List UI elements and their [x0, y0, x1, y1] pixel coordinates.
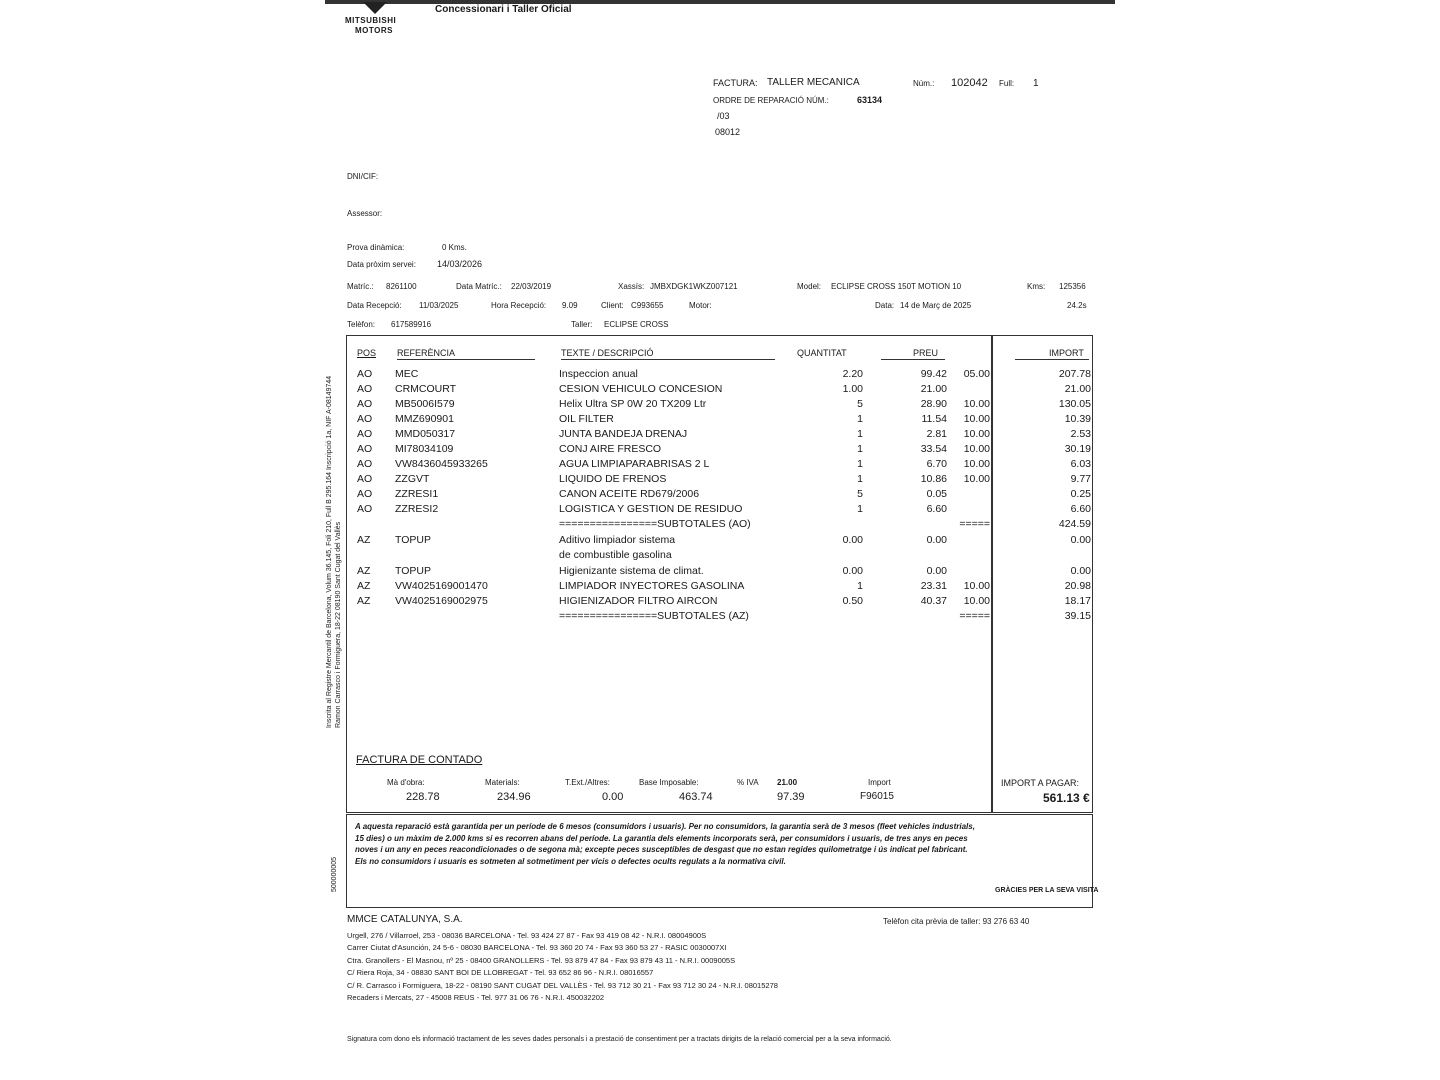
subtotal-row — [325, 518, 1115, 533]
iva-value: 97.39 — [777, 791, 805, 803]
dealer-subtitle: Concessionari i Taller Oficial — [435, 4, 572, 15]
row-pos: AO — [357, 488, 373, 500]
row-discount: ===== — [959, 518, 990, 530]
matricula-value: 8261100 — [386, 282, 417, 291]
table-row — [325, 503, 1115, 518]
row-ref: MMD050317 — [395, 428, 456, 440]
telefon-value: 617589916 — [391, 320, 432, 329]
row-amount: 130.05 — [1058, 398, 1091, 410]
col-header-ref: REFERÈNCIA — [397, 348, 456, 358]
factura-label: FACTURA: — [713, 78, 758, 88]
row-ref: TOPUP — [395, 565, 431, 577]
col-header-pos: POS — [357, 348, 377, 358]
row-qty: 1 — [857, 428, 863, 440]
row-pos: AO — [357, 368, 373, 380]
row-discount: 10.00 — [963, 428, 990, 440]
table-row — [325, 595, 1115, 610]
client-label: Client: — [601, 301, 624, 310]
registry-vertical-text: Inscrita al Registre Mercantil de Barcelona, Volum 36.145, Foli 210, Full B 295.164 Inscripció 1a, NIF A-08149744 — [326, 375, 333, 728]
table-row — [325, 458, 1115, 473]
row-discount: 10.00 — [963, 398, 990, 410]
row-amount: 6.60 — [1070, 503, 1091, 515]
table-row — [325, 549, 1115, 564]
row-discount: 10.00 — [963, 443, 990, 455]
telefon-label: Telèfon: — [347, 320, 376, 329]
row-ref: MMZ690901 — [395, 413, 454, 425]
row-amount: 2.53 — [1070, 428, 1091, 440]
col-header-text: TEXTE / DESCRIPCIÓ — [561, 348, 654, 358]
row-pos: AO — [357, 398, 373, 410]
row-qty: 1 — [857, 413, 863, 425]
proxim-label: Data pròxim servei: — [347, 260, 416, 269]
row-price: 33.54 — [920, 443, 947, 455]
data-matric-label: Data Matríc.: — [456, 282, 502, 291]
row-price: 0.05 — [926, 488, 947, 500]
data-value: 14 de Març de 2025 — [900, 301, 972, 310]
row-text: HIGIENIZADOR FILTRO AIRCON — [559, 595, 718, 607]
meta-line3: /03 — [717, 111, 730, 121]
row-discount: 10.00 — [963, 473, 990, 485]
model-label: Model: — [797, 282, 822, 291]
assessor-label: Assessor: — [347, 209, 383, 218]
row-qty: 1 — [857, 443, 863, 455]
xassis-value: JMBXDGK1WKZ007121 — [650, 282, 738, 291]
text-underline — [561, 359, 775, 360]
num-label: Núm.: — [913, 79, 935, 88]
materials-label: Materials: — [485, 778, 520, 787]
hora-label: Hora Recepció: — [491, 301, 547, 310]
row-text: OIL FILTER — [559, 413, 614, 425]
taller-label: Taller: — [571, 320, 593, 329]
row-pos: AO — [357, 413, 373, 425]
row-pos: AO — [357, 458, 373, 470]
row-qty: 1 — [857, 580, 863, 592]
row-ref: ZZGVT — [395, 473, 430, 485]
recepcio-label: Data Recepció: — [347, 301, 402, 310]
row-amount: 207.78 — [1058, 368, 1091, 380]
row-price: 2.81 — [926, 428, 947, 440]
row-pos: AZ — [357, 565, 371, 577]
table-row — [325, 443, 1115, 458]
row-price: 6.70 — [926, 458, 947, 470]
address-line: Recaders i Mercats, 27 - 45008 REUS - Tel. 977 31 06 76 - N.R.I. 450032202 — [347, 993, 605, 1003]
row-pos: AZ — [357, 534, 371, 546]
ma-obra-value: 228.78 — [406, 791, 440, 803]
code-vertical-text: 500000005 — [331, 856, 338, 892]
row-pos: AO — [357, 473, 373, 485]
table-row — [325, 580, 1115, 595]
iva-label: % IVA — [737, 778, 759, 787]
row-price: 40.37 — [920, 595, 947, 607]
row-price: 10.86 — [920, 473, 947, 485]
row-amount: 0.00 — [1070, 565, 1091, 577]
iva-rate: 21.00 — [777, 778, 798, 787]
warranty-box — [346, 814, 1099, 908]
meta-line4: 08012 — [715, 127, 741, 137]
row-amount: 0.25 — [1070, 488, 1091, 500]
row-pos: AZ — [357, 595, 371, 607]
logo-text-2: MOTORS — [355, 26, 393, 35]
row-ref: MB5006I579 — [395, 398, 455, 410]
address-line: C/ Riera Roja, 34 - 08830 SANT BOI DE LLOBREGAT - Tel. 93 652 86 96 - N.R.I. 08016557 — [347, 968, 654, 978]
row-text: LIMPIADOR INYECTORES GASOLINA — [559, 580, 745, 592]
row-amount: 18.17 — [1064, 595, 1091, 607]
kms-label: Kms: — [1027, 282, 1046, 291]
address-line: C/ R. Carrasco i Formiguera, 18-22 - 08190 SANT CUGAT DEL VALLÈS - Tel. 93 712 30 21 - Fax 93 712 30 24 - N.R.I. 08015278 — [347, 980, 778, 990]
row-price: 11.54 — [921, 413, 947, 425]
factura-contado-title: FACTURA DE CONTADO — [356, 754, 483, 766]
import-label: Import — [868, 778, 891, 787]
table-row — [325, 383, 1115, 398]
row-price: 21.00 — [920, 383, 947, 395]
row-discount: ===== — [959, 610, 990, 622]
row-amount: 20.98 — [1064, 580, 1091, 592]
row-amount: 10.39 — [1064, 413, 1091, 425]
table-row — [325, 565, 1115, 580]
row-text: CESION VEHICULO CONCESION — [559, 383, 723, 395]
row-ref: CRMCOURT — [395, 383, 457, 395]
ma-obra-label: Mà d'obra: — [387, 778, 425, 787]
row-pos: AO — [357, 443, 373, 455]
row-text: LIQUIDO DE FRENOS — [559, 473, 667, 485]
row-ref: VW8436045933265 — [395, 458, 488, 470]
address-line: Carrer Ciutat d'Asunción, 24 5-6 - 08030 BARCELONA - Tel. 93 360 20 74 - Fax 93 360 53 27 - RASIC 0030007XI — [347, 943, 727, 953]
thanks-text: GRÀCIES PER LA SEVA VISITA — [995, 887, 1099, 894]
row-pos: AO — [357, 503, 373, 515]
row-text: Helix Ultra SP 0W 20 TX209 Ltr — [559, 398, 707, 410]
price-underline — [881, 359, 945, 360]
row-discount: 10.00 — [963, 595, 990, 607]
row-qty: 2.20 — [842, 368, 863, 380]
row-amount: 424.59 — [1058, 518, 1091, 530]
row-qty: 1.00 — [842, 383, 863, 395]
row-qty: 1 — [857, 473, 863, 485]
data-matric-value: 22/03/2019 — [511, 282, 552, 291]
row-amount: 9.77 — [1070, 473, 1091, 485]
row-text: CANON ACEITE RD679/2006 — [559, 488, 700, 500]
address-vertical-text: Ramon Carrasco i Formiguera, 18-22 08190 Sant Cugat del Vallès — [335, 521, 342, 728]
row-amount: 0.00 — [1070, 534, 1091, 546]
row-price: 6.60 — [926, 503, 947, 515]
row-qty: 0.00 — [842, 534, 863, 546]
text-altres-value: 0.00 — [602, 791, 624, 803]
factura-type: TALLER MECANICA — [767, 77, 860, 88]
ordre-value: 63134 — [857, 95, 883, 105]
table-row — [325, 488, 1115, 503]
client-value: C993655 — [631, 301, 664, 310]
row-amount: 6.03 — [1070, 458, 1091, 470]
row-pos: AO — [357, 383, 373, 395]
import-value: F96015 — [860, 791, 894, 802]
row-qty: 5 — [857, 398, 863, 410]
taller-value: ECLIPSE CROSS — [604, 320, 669, 329]
address-line: Urgell, 276 / Villarroel, 253 - 08036 BARCELONA - Tel. 93 424 27 87 - Fax 93 419 08 42 - N.R.I. 08004900S — [347, 931, 707, 940]
row-text: de combustible gasolina — [559, 549, 672, 561]
row-ref: MEC — [395, 368, 419, 380]
base-value: 463.74 — [679, 791, 713, 803]
row-text: JUNTA BANDEJA DRENAJ — [559, 428, 688, 440]
three-diamond-icon — [363, 2, 387, 14]
invoice-number: 102042 — [951, 77, 988, 89]
row-text: CONJ AIRE FRESCO — [559, 443, 662, 455]
row-amount: 21.00 — [1064, 383, 1091, 395]
row-discount: 05.00 — [963, 368, 990, 380]
base-label: Base Imposable: — [639, 778, 699, 787]
row-qty: 5 — [857, 488, 863, 500]
text-altres-label: T.Ext./Altres: — [565, 778, 610, 787]
ordre-label: ORDRE DE REPARACIÓ NÚM.: — [713, 96, 829, 105]
table-row — [325, 428, 1115, 443]
row-text: Inspeccion anual — [559, 368, 638, 380]
row-ref: TOPUP — [395, 534, 431, 546]
col-header-price: PREU — [913, 348, 939, 358]
prova-value: 0 Kms. — [442, 243, 467, 252]
row-amount: 30.19 — [1064, 443, 1091, 455]
row-price: 0.00 — [926, 534, 947, 546]
table-row — [325, 398, 1115, 413]
row-qty: 0.00 — [842, 565, 863, 577]
materials-value: 234.96 — [497, 791, 531, 803]
row-text: ================SUBTOTALES (AZ) — [559, 610, 749, 622]
dni-label: DNI/CIF: — [347, 172, 379, 181]
col-header-import: IMPORT — [1049, 348, 1084, 358]
ref-underline — [397, 359, 535, 360]
privacy-note: Signatura com dono els informació tractament de les seves dades personals i a prestació de consentiment per a tractats dirigits de la relació comercial per a la seva informació. — [347, 1036, 892, 1043]
data-label: Data: — [875, 301, 895, 310]
matricula-label: Matríc.: — [347, 282, 374, 291]
row-qty: 1 — [857, 458, 863, 470]
row-text: Higienizante sistema de climat. — [559, 565, 704, 577]
row-qty: 1 — [857, 503, 863, 515]
full-value: 1 — [1033, 78, 1039, 89]
full-label: Full: — [999, 79, 1015, 88]
row-text: LOGISTICA Y GESTION DE RESIDUO — [559, 503, 743, 515]
row-text: AGUA LIMPIAPARABRISAS 2 L — [559, 458, 710, 470]
extra-value: 24.2s — [1067, 301, 1087, 310]
prova-label: Prova dinàmica: — [347, 243, 405, 252]
appointment-phone: Telèfon cita prèvia de taller: 93 276 63 40 — [883, 917, 1030, 926]
model-value: ECLIPSE CROSS 150T MOTION 10 — [831, 282, 962, 291]
table-row — [325, 473, 1115, 488]
subtotal-row — [325, 610, 1115, 625]
hora-value: 9.09 — [562, 301, 578, 310]
motor-label: Motor: — [689, 301, 712, 310]
row-ref: VW4025169001470 — [395, 580, 488, 592]
import-pagar-label: IMPORT A PAGAR: — [1001, 778, 1080, 788]
row-amount: 39.15 — [1064, 610, 1091, 622]
row-price: 0.00 — [926, 565, 947, 577]
row-pos: AO — [357, 428, 373, 440]
footer-addresses — [347, 930, 778, 1004]
row-discount: 10.00 — [963, 580, 990, 592]
table-row — [325, 413, 1115, 428]
logo-text-1: MITSUBISHI — [345, 16, 397, 25]
row-price: 23.31 — [920, 580, 947, 592]
table-row — [325, 534, 1115, 549]
company-name: MMCE CATALUNYA, S.A. — [347, 914, 463, 925]
recepcio-value: 11/03/2025 — [419, 301, 459, 310]
table-row — [325, 368, 1115, 383]
import-underline — [1015, 359, 1089, 360]
warranty-text: A aquesta reparació està garantida per un període de 6 mesos (consumidors i usuaris). Per no consumidors, la garantia serà de 3 mesos (fleet vehicles industrials, 15 dies) o un màxim de 2.000 kms si es recorren abans del període. La garantia dels elements incorporats serà, per consumidors i usuaris, de tres anys en peces noves i un any en peces reacondicionades o de segona mà; excepte peces susceptibles de desgast que no estan regides quilometratge i ús indicat pel fabricant. Els no consumidors i usuaris es sotmeten al sotmetiment per vicis o defectes ocults regulats a la normativa civil. — [355, 822, 975, 866]
kms-value: 125356 — [1059, 282, 1086, 291]
row-pos: AZ — [357, 580, 371, 592]
row-text: ================SUBTOTALES (AO) — [559, 518, 751, 530]
row-ref: VW4025169002975 — [395, 595, 488, 607]
import-pagar-value: 561.13 € — [1043, 791, 1090, 805]
row-ref: ZZRESI2 — [395, 503, 439, 515]
row-price: 28.90 — [920, 398, 947, 410]
row-discount: 10.00 — [963, 413, 990, 425]
mitsubishi-logo — [343, 2, 413, 38]
row-price: 99.42 — [920, 368, 947, 380]
xassis-label: Xassís: — [618, 282, 645, 291]
address-line: Ctra. Granollers - El Masnou, nº 25 - 08400 GRANOLLERS - Tel. 93 879 47 84 - Fax 93 879 43 11 - N.R.I. 0009005S — [347, 955, 736, 965]
proxim-value: 14/03/2026 — [437, 259, 483, 269]
invoice-page — [325, 0, 1115, 1080]
row-discount: 10.00 — [963, 458, 990, 470]
col-header-qty: QUANTITAT — [797, 348, 847, 358]
row-ref: MI78034109 — [395, 443, 454, 455]
row-qty: 0.50 — [842, 595, 863, 607]
row-ref: ZZRESI1 — [395, 488, 439, 500]
row-text: Aditivo limpiador sistema — [559, 534, 676, 546]
